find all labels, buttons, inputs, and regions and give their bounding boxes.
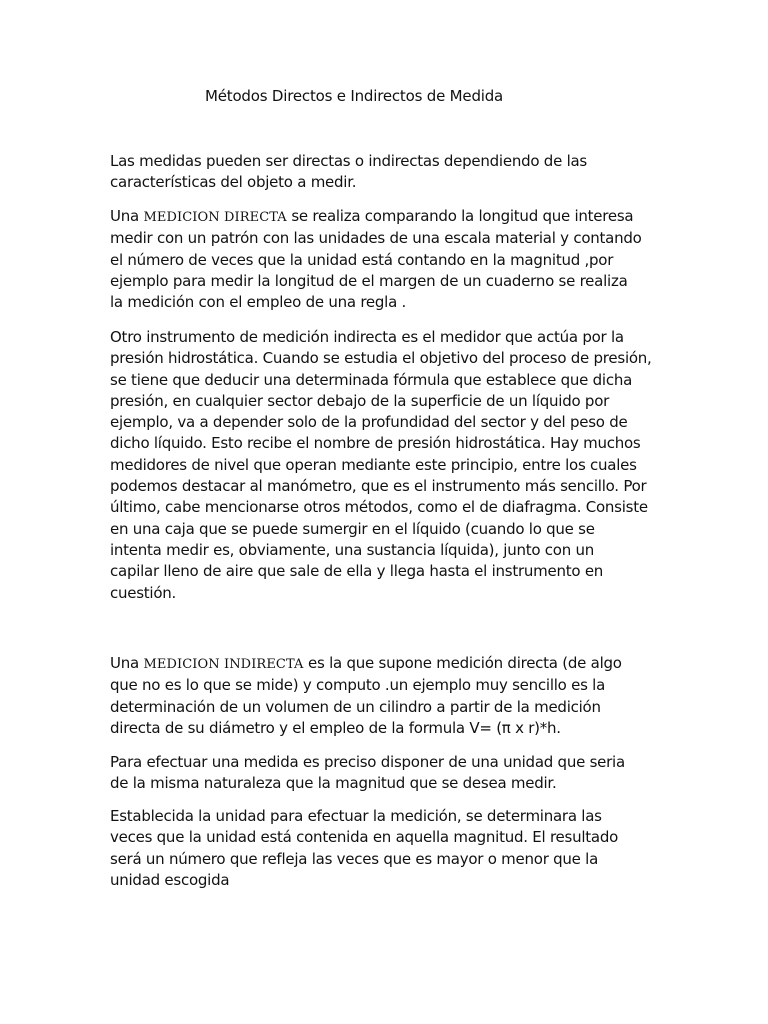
document-title: Métodos Directos e Indirectos de Medida [205,87,504,105]
text-rest: se realiza comparando la longitud que interesa [286,207,634,225]
text-line: veces que la unidad está contenida en aquella magnitud. El resultado [110,828,619,847]
text-line: ejemplo, va a depender solo de la profundidad del sector y del peso de [110,413,628,432]
paragraph-direct-measurement [110,206,665,313]
text-line: se tiene que deducir una determinada fórmula que establece que dicha [110,370,633,389]
text-line: Las medidas pueden ser directas o indirectas dependiendo de las [110,152,587,170]
text-line [110,206,665,228]
term-medicion-indirecta: MEDICION INDIRECTA [143,657,304,672]
text-line: Para efectuar una medida es preciso disponer de una unidad que seria [110,753,625,771]
text-line: la medición con el empleo de una regla . [110,293,407,312]
text-line: de la misma naturaleza que la magnitud que se desea medir. [110,774,557,793]
text-line: el número de veces que la unidad está contando en la magnitud ,por [110,250,614,269]
text-line: podemos destacar al manómetro, que es el instrumento más sencillo. Por [110,477,647,496]
text-line: ejemplo para medir la longitud de el margen de un cuaderno se realiza [110,271,628,290]
term-medicion-directa: MEDICION DIRECTA [143,210,287,225]
text-prefix: Una [110,654,144,672]
text-line: dicho líquido. Esto recibe el nombre de presión hidrostática. Hay muchos [110,434,641,453]
text-line: Establecida la unidad para efectuar la medición, se determinara las [110,807,602,825]
text-line: cuestión. [110,583,177,602]
text-line: directa de su diámetro y el empleo de la formula V= (π x r)*h. [110,718,561,737]
text-line: presión hidrostática. Cuando se estudia el objetivo del proceso de presión, [110,349,652,368]
text-line: características del objeto a medir. [110,173,357,192]
text-line: en una caja que se puede sumergir en el líquido (cuando lo que se [110,519,595,538]
text-line: medir con un patrón con las unidades de una escala material y contando [110,229,642,248]
text-prefix: Una [110,207,144,225]
text-line: capilar lleno de aire que sale de ella y llega hasta el instrumento en [110,562,604,581]
text-line: presión, en cualquier sector debajo de la superficie de un líquido por [110,391,610,410]
text-line: unidad escogida [110,870,230,889]
text-line: medidores de nivel que operan mediante este principio, entre los cuales [110,455,637,474]
paragraph-hydrostatic [110,327,665,604]
text-rest: es la que supone medición directa (de algo [303,654,622,672]
text-line: Otro instrumento de medición indirecta es el medidor que actúa por la [110,328,624,346]
text-line [110,653,665,675]
text-line: intenta medir es, obviamente, una sustancia líquida), junto con un [110,540,595,559]
text-line: determinación de un volumen de un cilindro a partir de la medición [110,697,601,716]
text-line: último, cabe mencionarse otros métodos, como el de diafragma. Consiste [110,498,648,517]
text-line: que no es lo que se mide) y computo .un ejemplo muy sencillo es la [110,676,606,695]
paragraph-intro [110,151,665,194]
text-line: será un número que refleja las veces que es mayor o menor que la [110,849,599,868]
paragraph-result [110,806,665,891]
paragraph-unit [110,752,665,795]
paragraph-indirect-measurement [110,653,665,739]
